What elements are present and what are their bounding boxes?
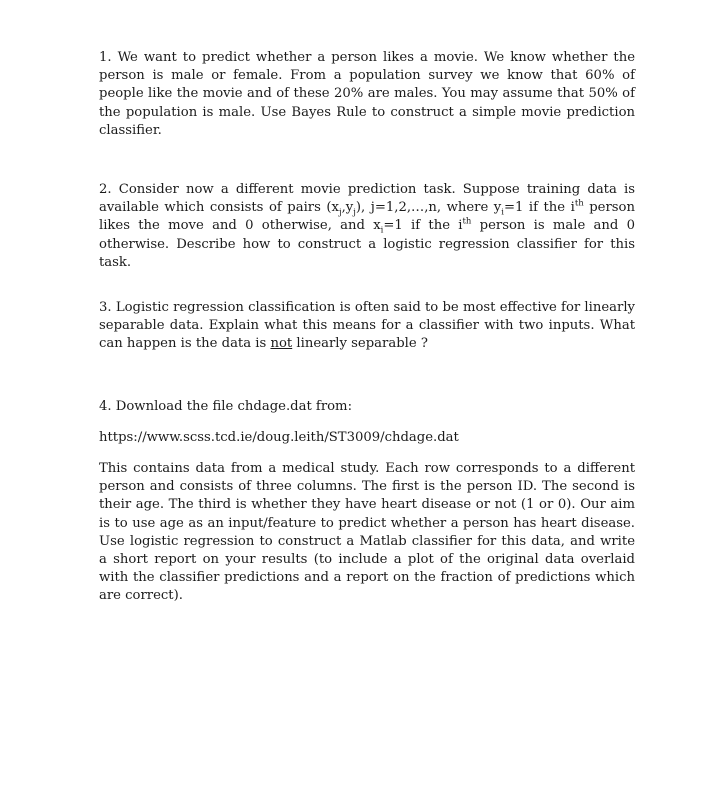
question-4-body-text: This contains data from a medical study. Each row corresponds to a different person and consists of three columns. The first is the person ID. The second is their age. The third is whether they have heart disease or not (1 or 0). Our aim is to use age as an input/feature to predict whether a person has heart disease. Use logistic regression to construct a Matlab classifier for this data, and write a short report on your results (to include a plot of the original data overlaid with the classifier predictions and a report on the fraction of predictions which are correct). xyxy=(99,461,635,604)
question-1 xyxy=(99,49,635,140)
question-2-text-e: =1 if the i xyxy=(383,218,463,234)
superscript-th: th xyxy=(574,198,584,209)
question-2-comma-y: ,y xyxy=(341,200,354,216)
question-2 xyxy=(99,181,635,272)
superscript-th: th xyxy=(462,217,472,228)
underlined-not: not xyxy=(270,336,293,352)
dataset-url: https://www.scss.tcd.ie/doug.leith/ST3009/chdage.dat xyxy=(99,430,459,445)
subscript-i: i xyxy=(501,207,504,218)
question-3 xyxy=(99,299,635,354)
subscript-j: j xyxy=(353,207,356,218)
subscript-j: j xyxy=(338,207,342,218)
question-4-heading xyxy=(99,398,635,416)
question-1-text: 1. We want to predict whether a person likes a movie. We know whether the person is male or female. From a population survey we know that 60% of people like the movie and of these 20% are males. You may assume that 50% of the population is male. Use Bayes Rule to construct a simple movie prediction classifier. xyxy=(99,50,635,138)
question-4-url xyxy=(99,429,635,447)
question-2-text-f: person is male and 0 otherwise. Describe how to construct a logistic regression classifier for this task. xyxy=(99,218,635,270)
subscript-i: i xyxy=(380,226,384,237)
question-2-text-d: person likes the move and 0 otherwise, and x xyxy=(99,200,635,234)
question-2-text-a: 2. Consider now a different movie prediction task. Suppose training data is available which consists of pairs (x xyxy=(99,182,635,216)
question-2-text-c: =1 if the i xyxy=(503,200,575,216)
question-2-text-b: ), j=1,2,…,n, where y xyxy=(355,200,502,216)
question-3-text-b: linearly separable ? xyxy=(292,336,428,352)
question-4-heading-text: 4. Download the file chdage.dat from: xyxy=(99,399,353,414)
question-3-text-a: 3. Logistic regression classification is often said to be most effective for linearly separable data. Explain what this means for a classifier with two inputs. What can happen is the data is xyxy=(99,300,635,352)
question-4-body xyxy=(99,460,635,606)
